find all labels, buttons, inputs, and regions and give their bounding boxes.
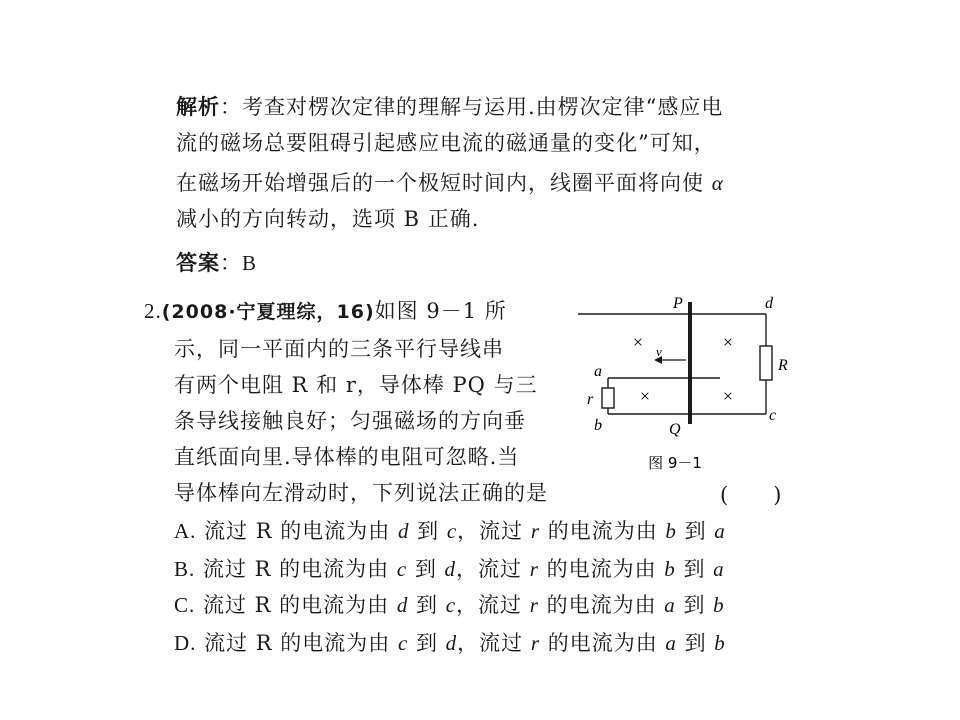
question-stem-4: 条导线接触良好；匀强磁场的方向垂	[174, 409, 526, 433]
question-stem-1: 如图 9－1 所	[374, 299, 507, 323]
question-stem-6: 导体棒向左滑动时，下列说法正确的是	[174, 481, 548, 505]
resistor-r	[602, 388, 614, 408]
label-a: a	[594, 363, 602, 380]
question-number: 2.	[144, 299, 162, 323]
answer-colon: ：	[220, 251, 242, 275]
analysis-line-4	[176, 204, 479, 234]
option-d[interactable]: D. 流过 R 的电流为由 c 到 d，流过 r 的电流为由 a 到 b	[174, 631, 726, 655]
answer-blank-parens: ( )	[720, 483, 783, 507]
answer-blank	[720, 480, 782, 510]
question-line-5	[174, 442, 519, 472]
field-cross-4: ×	[722, 386, 734, 406]
option-a[interactable]: A. 流过 R 的电流为由 d 到 c，流过 r 的电流为由 b 到 a	[174, 519, 726, 543]
analysis-colon: ：	[220, 95, 242, 119]
question-stem-3: 有两个电阻 R 和 r，导体棒 PQ 与三	[174, 373, 538, 397]
question-line-6	[174, 478, 548, 508]
answer-label: 答案	[176, 250, 220, 275]
answer-value: B	[242, 251, 258, 275]
label-Q: Q	[669, 421, 681, 438]
alpha-symbol: α	[711, 171, 724, 195]
label-P: P	[673, 295, 683, 312]
analysis-line-3	[176, 168, 724, 198]
label-c: c	[769, 407, 777, 424]
question-line-2	[174, 334, 504, 364]
option-c[interactable]: C. 流过 R 的电流为由 d 到 c，流过 r 的电流为由 a 到 b	[174, 593, 725, 617]
answer-line	[176, 248, 257, 278]
field-cross-1: ×	[632, 332, 644, 352]
question-line-3	[174, 370, 538, 400]
field-cross-3: ×	[639, 386, 651, 406]
label-b: b	[594, 417, 602, 434]
analysis-line-2	[176, 128, 716, 158]
analysis-text-4: 减小的方向转动，选项 B 正确.	[176, 207, 480, 231]
analysis-text-2: 流的磁场总要阻碍引起感应电流的磁通量的变化”可知，	[176, 131, 716, 155]
circuit-figure	[570, 292, 810, 472]
resistor-R	[760, 346, 772, 380]
question-line-4	[174, 406, 526, 436]
option-b[interactable]: B. 流过 R 的电流为由 c 到 d，流过 r 的电流为由 b 到 a	[174, 557, 725, 581]
analysis-text-1: 考查对楞次定律的理解与运用.由楞次定律“感应电	[242, 95, 724, 119]
label-R: R	[778, 357, 788, 374]
analysis-label: 解析	[176, 94, 220, 119]
analysis-text-3: 在磁场开始增强后的一个极短时间内，线圈平面将向使	[176, 171, 704, 195]
label-r: r	[587, 391, 594, 408]
question-stem-2: 示，同一平面内的三条平行导线串	[174, 337, 504, 361]
question-line-1	[144, 296, 507, 327]
label-v: v	[656, 344, 662, 359]
question-stem-5: 直纸面向里.导体棒的电阻可忽略.当	[174, 445, 520, 469]
label-d: d	[765, 295, 773, 312]
figure-caption: 图 9－1	[648, 454, 702, 472]
question-source: (2008·宁夏理综，16)	[161, 301, 375, 323]
field-cross-2: ×	[722, 332, 734, 352]
analysis-line-1	[176, 92, 723, 122]
